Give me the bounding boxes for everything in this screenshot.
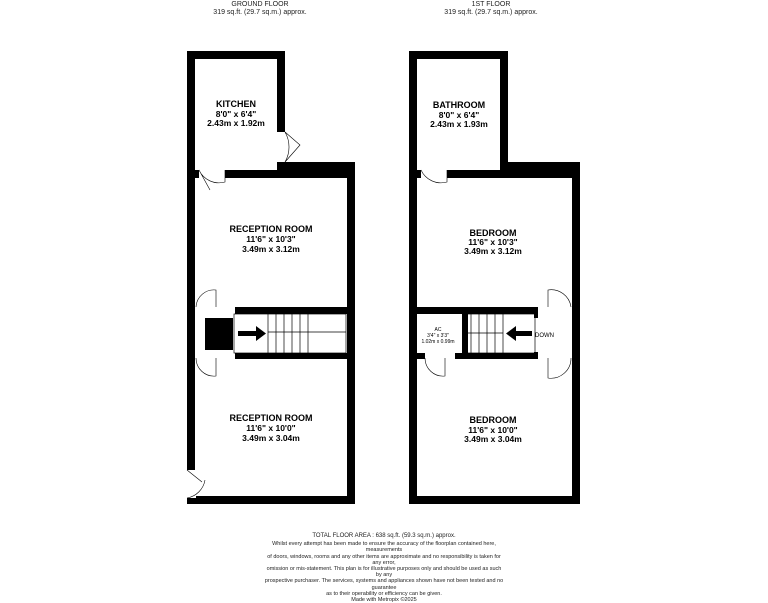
bathroom-metric: 2.43m x 1.93m [430,119,488,129]
reception-room-2-imperial: 11'6" x 10'0" [246,423,296,433]
disclaimer-line-3: omission or mis-statement. This plan is for illustrative purposes only and should be used as such by any [266,566,502,579]
disclaimer-line-4: prospective purchaser. The services, systems and appliances shown have not been tested and no guarantee [264,578,504,591]
stair-down-label: DOWN [535,333,554,339]
reception-room-2-metric: 3.49m x 3.04m [242,433,300,443]
disclaimer-line-1: Whilst every attempt has been made to ensure the accuracy of the floorplan contained here, measurements [272,541,496,554]
first-floor-title: 1ST FLOOR [471,1,511,8]
stair-up-label: UP [220,333,229,339]
kitchen-metric: 2.43m x 1.92m [207,118,265,128]
bedroom-1-name: BEDROOM [469,228,517,238]
cupboard-door-gap [425,350,455,364]
plan-footer [264,533,504,603]
cupboard-name: AC [434,327,442,333]
reception-room-1-imperial: 11'6" x 10'3" [246,234,296,244]
first-floor-area: 319 sq.ft. (29.7 sq.m.) approx. [444,9,538,16]
bathroom-imperial: 8'0" x 6'4" [438,110,480,120]
ground-floor-title: GROUND FLOOR [231,1,289,8]
hall-door-gap-top [195,300,235,318]
bedroom-2-name: BEDROOM [469,415,517,425]
bathroom-name: BATHROOM [432,100,486,110]
hall-door-gap-bottom [195,350,235,364]
bathroom-door-gap [421,168,447,180]
reception-room-1-name: RECEPTION ROOM [229,224,313,234]
total-floor-area: TOTAL FLOOR AREA : 638 sq.ft. (59.3 sq.m.) approx. [312,533,456,539]
kitchen-back-door-gap [276,132,288,162]
bedroom-2-metric: 3.49m x 3.04m [464,434,522,444]
cupboard-metric: 1.02m x 0.99m [421,339,455,345]
bedroom-2-imperial: 11'6" x 10'0" [468,425,518,435]
bedroom-1-metric: 3.49m x 3.12m [464,246,522,256]
reception-room-2-name: RECEPTION ROOM [229,413,313,423]
kitchen-name: KITCHEN [216,99,256,109]
cupboard-imperial: 3'4" x 3'3" [427,333,449,339]
front-door-gap [184,470,196,498]
bedroom-1-imperial: 11'6" x 10'3" [468,237,518,247]
ground-floor-area: 319 sq.ft. (29.7 sq.m.) approx. [213,9,307,16]
reception-room-1-metric: 3.49m x 3.12m [242,244,300,254]
disclaimer-line-6: Made with Metropix ©2025 [351,597,417,603]
kitchen-imperial: 8'0" x 6'4" [215,109,257,119]
disclaimer-line-5: as to their operability or efficiency can be given. [326,590,442,597]
hall-left-opening [195,318,205,352]
disclaimer-line-2: of doors, windows, rooms and any other items are approximate and no responsibility is taken for any error, [267,553,501,566]
kitchen-door-gap [199,168,225,180]
